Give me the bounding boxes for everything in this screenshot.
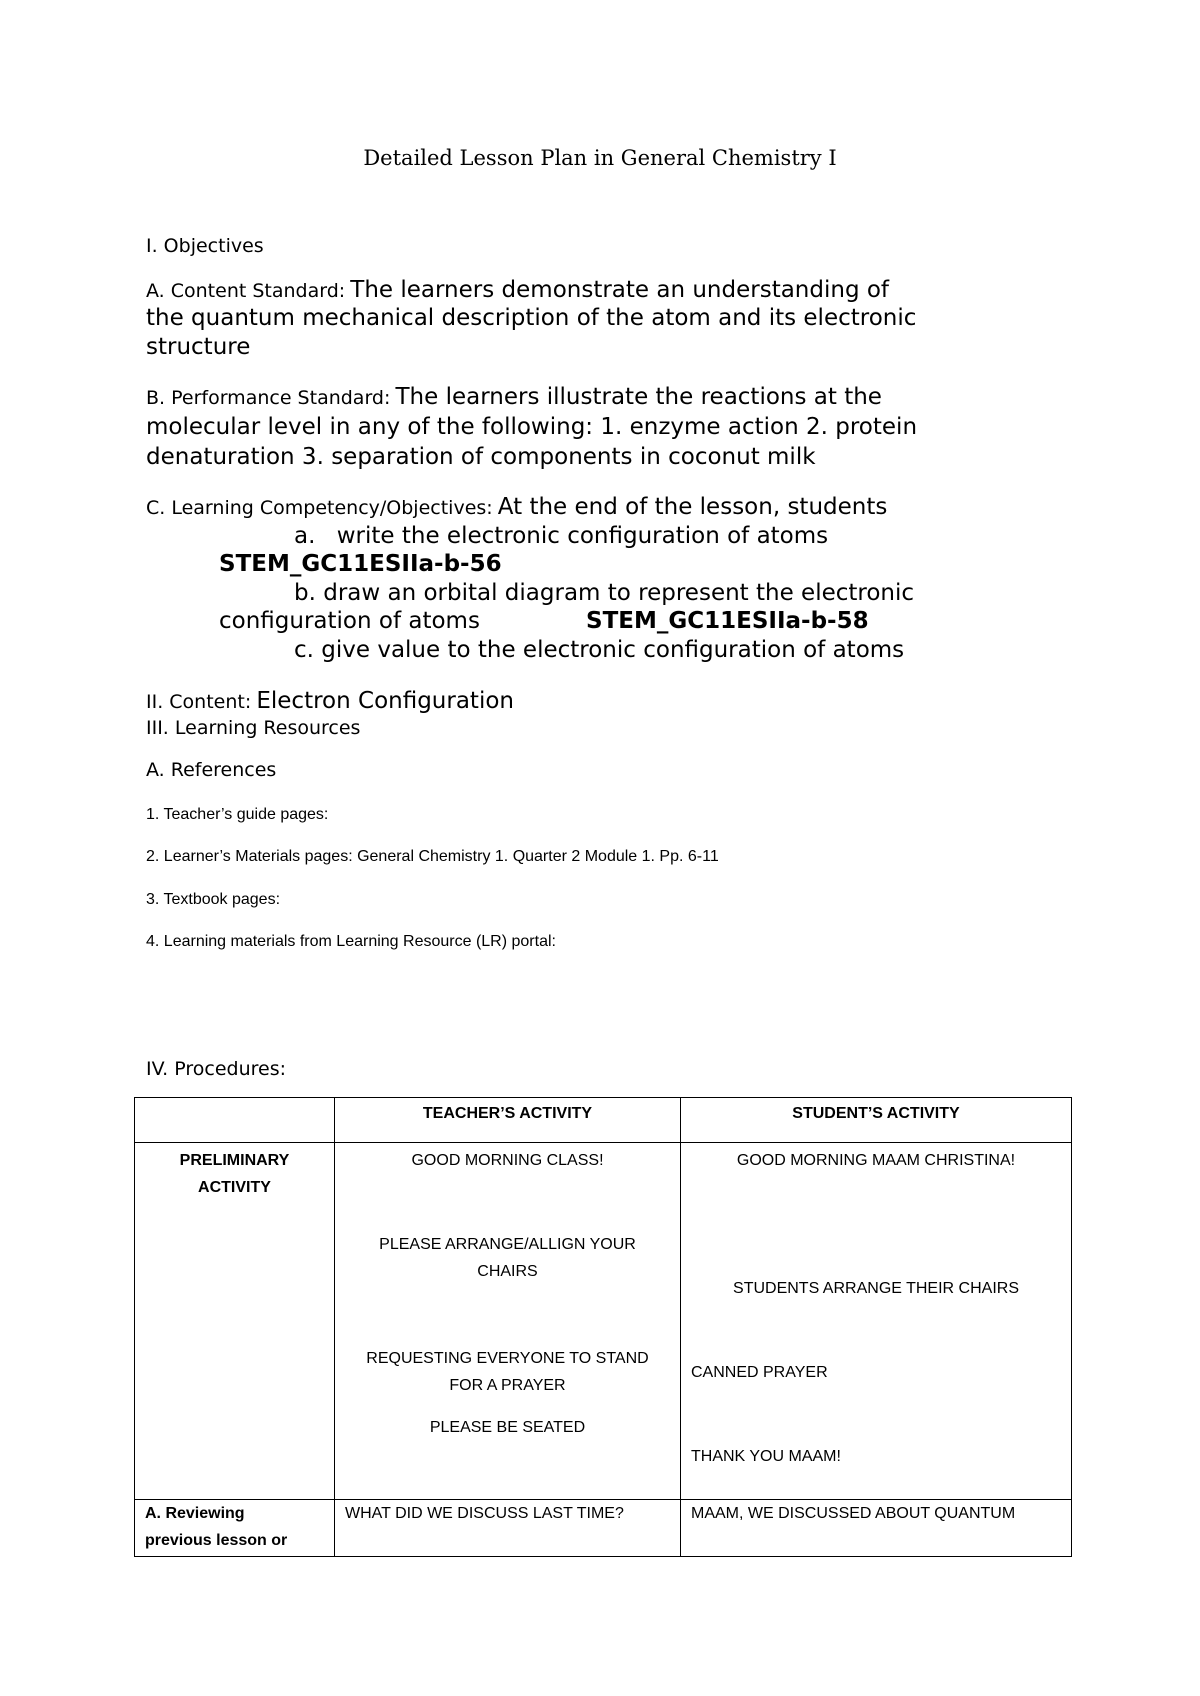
objective-b-code: STEM_GC11ESIIa-b-58 [586,608,869,634]
preliminary-activity-label-cell [135,1143,335,1500]
teacher-arrange-line1: PLEASE ARRANGE/ALLIGN YOUR [379,1236,636,1253]
header-student-activity: STUDENT’S ACTIVITY [681,1098,1072,1143]
table-header-row [135,1098,1072,1143]
preliminary-teacher-cell [335,1143,681,1500]
objective-a-marker: a. [294,523,316,549]
content-label: II. Content: [146,691,252,713]
resources-heading: III. Learning Resources [146,717,361,739]
reviewing-label-line1: A. Reviewing [145,1505,245,1522]
teacher-prayer-line1: REQUESTING EVERYONE TO STAND [366,1350,649,1367]
performance-standard-text: The learners illustrate the reactions at the [395,384,882,410]
header-teacher-activity: TEACHER’S ACTIVITY [335,1098,681,1143]
reviewing-label-line2: previous lesson or [145,1532,288,1549]
reviewing-student-cell [681,1500,1072,1557]
procedures-table [134,1097,1072,1557]
content-value: Electron Configuration [256,688,514,714]
procedures-heading: IV. Procedures: [146,1058,286,1080]
preliminary-student-cell [681,1143,1072,1500]
content-standard-line2: the quantum mechanical description of the atom and its electronic [146,305,917,331]
table-row [135,1143,1072,1500]
preliminary-label-line2: ACTIVITY [198,1179,271,1196]
performance-standard-line3: denaturation 3. separation of components in coconut milk [146,444,816,470]
student-arrange: STUDENTS ARRANGE THEIR CHAIRS [733,1280,1019,1297]
teacher-be-seated: PLEASE BE SEATED [429,1419,586,1436]
teacher-greeting: GOOD MORNING CLASS! [411,1152,604,1169]
content-standard-label: A. Content Standard: [146,280,346,302]
student-thanks: THANK YOU MAAM! [691,1448,841,1465]
document-title: Detailed Lesson Plan in General Chemistry I [363,146,837,170]
reference-item-2: 2. Learner’s Materials pages: General Chemistry 1. Quarter 2 Module 1. Pp. 6-11 [146,848,719,865]
reference-item-1: 1. Teacher’s guide pages: [146,806,329,823]
performance-standard-label: B. Performance Standard: [146,387,391,409]
objectives-heading: I. Objectives [146,235,264,257]
performance-standard-line2: molecular level in any of the following: 1. enzyme action 2. protein [146,414,918,440]
competency-intro: At the end of the lesson, students [497,494,888,520]
content-standard-line3: structure [146,334,251,360]
reviewing-teacher-text: WHAT DID WE DISCUSS LAST TIME? [345,1505,624,1522]
content-standard-text: The learners demonstrate an understanding of [350,277,890,303]
reference-item-4: 4. Learning materials from Learning Resource (LR) portal: [146,933,556,950]
references-heading: A. References [146,759,277,781]
objective-a-code: STEM_GC11ESIIa-b-56 [219,551,502,577]
teacher-prayer-line2: FOR A PRAYER [449,1377,566,1394]
teacher-arrange-line2: CHAIRS [477,1263,538,1280]
content-standard-line1 [146,277,889,303]
objective-b-line2: configuration of atoms [219,608,480,634]
reviewing-student-text: MAAM, WE DISCUSSED ABOUT QUANTUM [691,1505,1016,1522]
header-empty-cell [135,1098,335,1143]
student-prayer: CANNED PRAYER [691,1364,828,1381]
objective-c: c. give value to the electronic configuration of atoms [294,637,905,663]
competency-label: C. Learning Competency/Objectives: [146,497,493,519]
table-row [135,1500,1072,1557]
objective-a [294,523,828,549]
preliminary-label-line1: PRELIMINARY [179,1152,290,1169]
content-line [146,688,514,714]
student-greeting: GOOD MORNING MAAM CHRISTINA! [736,1152,1016,1169]
competency-line1 [146,494,887,520]
objective-b-line1: b. draw an orbital diagram to represent the electronic [294,580,915,606]
reference-item-3: 3. Textbook pages: [146,891,281,908]
reviewing-teacher-cell [335,1500,681,1557]
objective-a-text: write the electronic configuration of atoms [336,523,829,549]
reviewing-label-cell [135,1500,335,1557]
performance-standard-line1 [146,384,882,410]
